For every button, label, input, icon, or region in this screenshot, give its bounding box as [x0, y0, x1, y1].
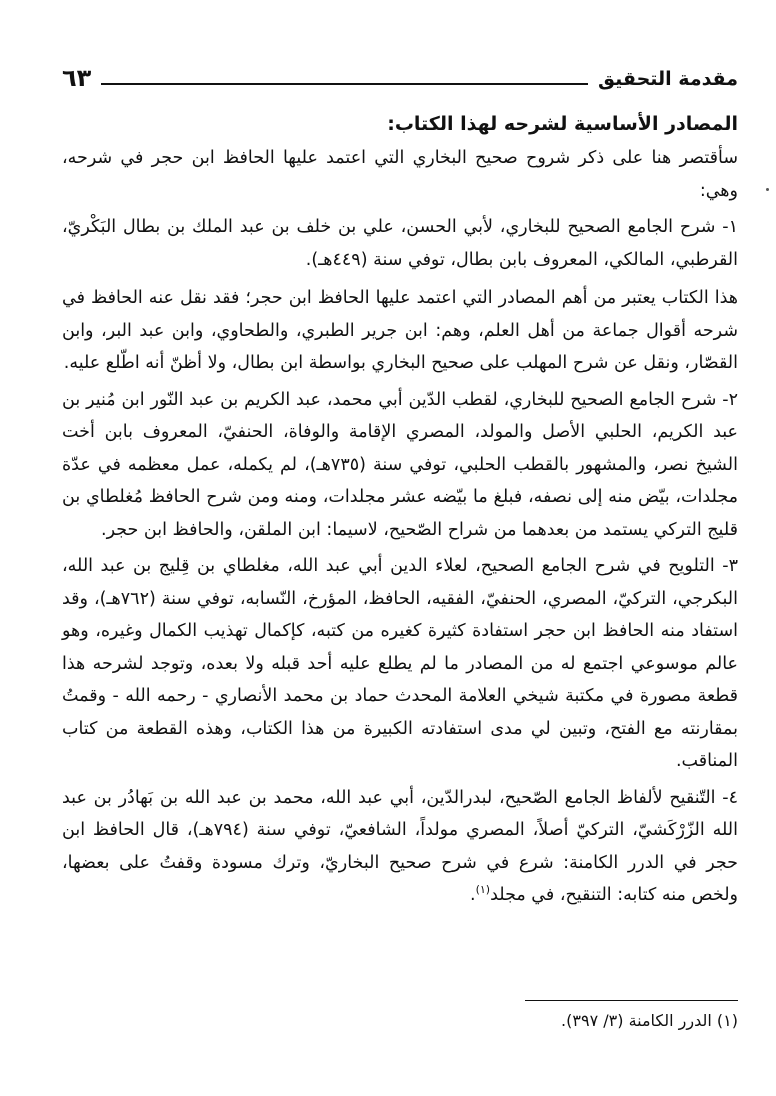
paragraph-source-4 [62, 782, 738, 912]
paragraph-source-1: ١- شرح الجامع الصحيح للبخاري، لأبي الحسن، علي بن خلف بن عبد الملك بن بطال البَكْريّ، القرطبي، المالكي، المعروف بابن بطال، توفي سنة (٤٤٩هـ). [62, 217, 738, 270]
footnote: (١) الدرر الكامنة (٣/ ٣٩٧). [561, 1011, 738, 1030]
page-number: ٦٣ [62, 64, 92, 92]
intro-paragraph: سأقتصر هنا على ذكر شروح صحيح البخاري التي اعتمد عليها الحافظ ابن حجر في شرحه، وهي: [62, 148, 738, 201]
footnote-marker[interactable]: (١) [475, 883, 491, 897]
header-rule [101, 83, 588, 85]
section-title: المصادر الأساسية لشرحه لهذا الكتاب: [387, 113, 738, 135]
paragraph-source-4-text: ٤- التّنقيح لألفاظ الجامع الصّحيح، لبدرالدّين، أبي عبد الله، محمد بن عبد الله بن بَهادُر بن عبد الله الزّرْكَشيّ، التركيّ أصلاً، المصري مولداً، الشافعيّ، توفي سنة (٧٩٤هـ)، قال الحافظ ابن حجر في الدرر الكامنة: شرع في شرح صحيح البخاريّ، وترك مسودة وقفتُ على بعضها، ولخص منه كتابه: التنقيح، في مجلد [62, 787, 738, 905]
paragraph-source-4-end: . [470, 885, 476, 905]
header-title: مقدمة التحقيق [598, 68, 738, 90]
scan-speck [766, 188, 769, 191]
paragraph-source-1-notes: هذا الكتاب يعتبر من أهم المصادر التي اعتمد عليها الحافظ ابن حجر؛ فقد نقل عنه الحافظ في شرحه أقوال جماعة من أهل العلم، وهم: ابن جرير الطبري، والطحاوي، وابن عبد البر، وابن القصّار، ونقل عن شرح المهلب على صحيح البخاري بواسطة ابن بطال، ولا أظنّ أنه اطّلع عليه. [62, 288, 738, 373]
footnote-separator [525, 1000, 738, 1001]
document-page [62, 52, 738, 1062]
paragraph-source-2: ٢- شرح الجامع الصحيح للبخاري، لقطب الدّين أبي محمد، عبد الكريم بن عبد النّور ابن مُنير بن عبد الكريم، الحلبي الأصل والمولد، المصري الإقامة والوفاة، الحنفيّ، المعروف بابن أخت الشيخ نصر، والمشهور بالقطب الحلبي، توفي سنة (٧٣٥هـ)، لم يكمله، عمل معظمه في عدّة مجلدات، بيّض منه إلى نصفه، فبلغ ما بيّضه عشر مجلدات، ومنه ومن شرح الحافظ مُغلطاي بن قليج التركي يستمد من بعدهما من شراح الصّحيح، لاسيما: ابن الملقن، والحافظ ابن حجر. [62, 389, 738, 540]
page-header [62, 52, 738, 92]
paragraph-source-3: ٣- التلويح في شرح الجامع الصحيح، لعلاء الدين أبي عبد الله، مغلطاي بن قِليج بن عبد الله، البكرجي، التركيّ، المصري، الحنفيّ، الفقيه، الحافظ، المؤرخ، النّسابه، توفي سنة (٧٦٢هـ)، وقد استفاد منه الحافظ ابن حجر استفادة كثيرة كغيره من كتبه، كإكمال تهذيب الكمال وغيره، وهو عالم موسوعي اجتمع له من المصادر ما لم يطلع عليه أحد قبله ولا بعده، وتوجد لشرحه هذا قطعة مصورة في مكتبة شيخي العلامة المحدث حماد بن محمد الأنصاري - رحمه الله - وقمتُ بمقارنته مع الفتح، وتبين لي مدى استفادته الكبيرة من هذا الكتاب، وهذه القطعة من كتاب المناقب. [62, 556, 738, 771]
